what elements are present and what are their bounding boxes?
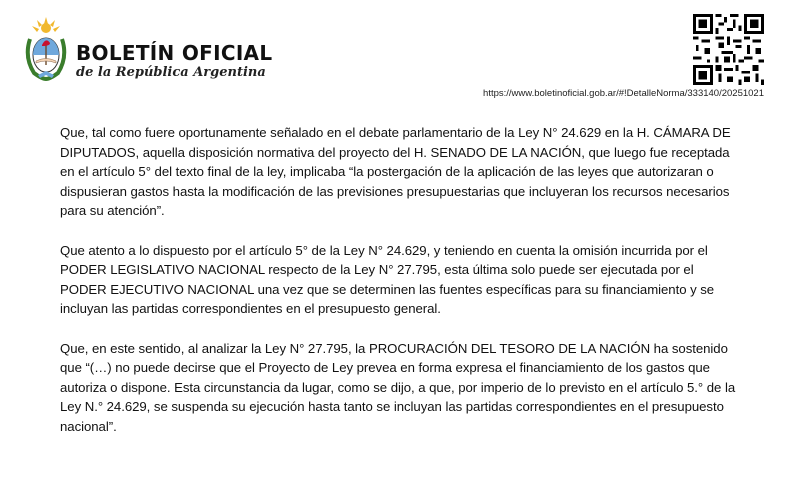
document-body <box>60 123 740 456</box>
coat-of-arms-icon <box>22 15 70 83</box>
paragraph-3: Que, en este sentido, al analizar la Ley N° 27.795, la PROCURACIÓN DEL TESORO DE LA NACIÓN ha sostenido que “(…) no puede decirse que el Proyecto de Ley prevea en forma expresa el financiamiento de los gastos que autoriza o dispone. Esta circunstancia da lugar, como se dijo, a que, por imperio de lo previsto en el artículo 5.° de la Ley N.° 24.629, se suspenda su ejecución hasta tanto se incluyan las partidas correspondientes en el presupuesto nacional”. <box>60 340 736 434</box>
publication-subtitle: de la República Argentina <box>76 65 266 80</box>
paragraph-2: Que atento a lo dispuesto por el artículo 5° de la Ley N° 24.629, y teniendo en cuenta la omisión incurrida por el PODER LEGISLATIVO NACIONAL respecto de la Ley N° 27.795, esta última solo puede ser ejecutada por el PODER EJECUTIVO NACIONAL una vez que se determinen las fuentes específicas para su financiamiento y se incluyan las partidas correspondientes en el presupuesto general. <box>60 242 715 316</box>
paragraph-1: Que, tal como fuere oportunamente señalado en el debate parlamentario de la Ley N° 24.629 en la H. CÁMARA DE DIPUTADOS, aquella disposición normativa del proyecto del H. SENADO DE LA NACIÓN, que luego fue receptada en el artículo 5° del texto final de la ley, implicaba “la postergación de la aplicación de las leyes que autorizaran o dispusieran gastos hasta la modificación de las previsiones presupuestarias que incluyeran los recursos necesarios para su atención”. <box>60 125 731 218</box>
qr-code-icon <box>693 14 764 85</box>
document-url: https://www.boletinoficial.gob.ar/#!DetalleNorma/333140/20251021 <box>483 88 764 99</box>
publication-title: BOLETÍN OFICIAL <box>76 41 273 65</box>
